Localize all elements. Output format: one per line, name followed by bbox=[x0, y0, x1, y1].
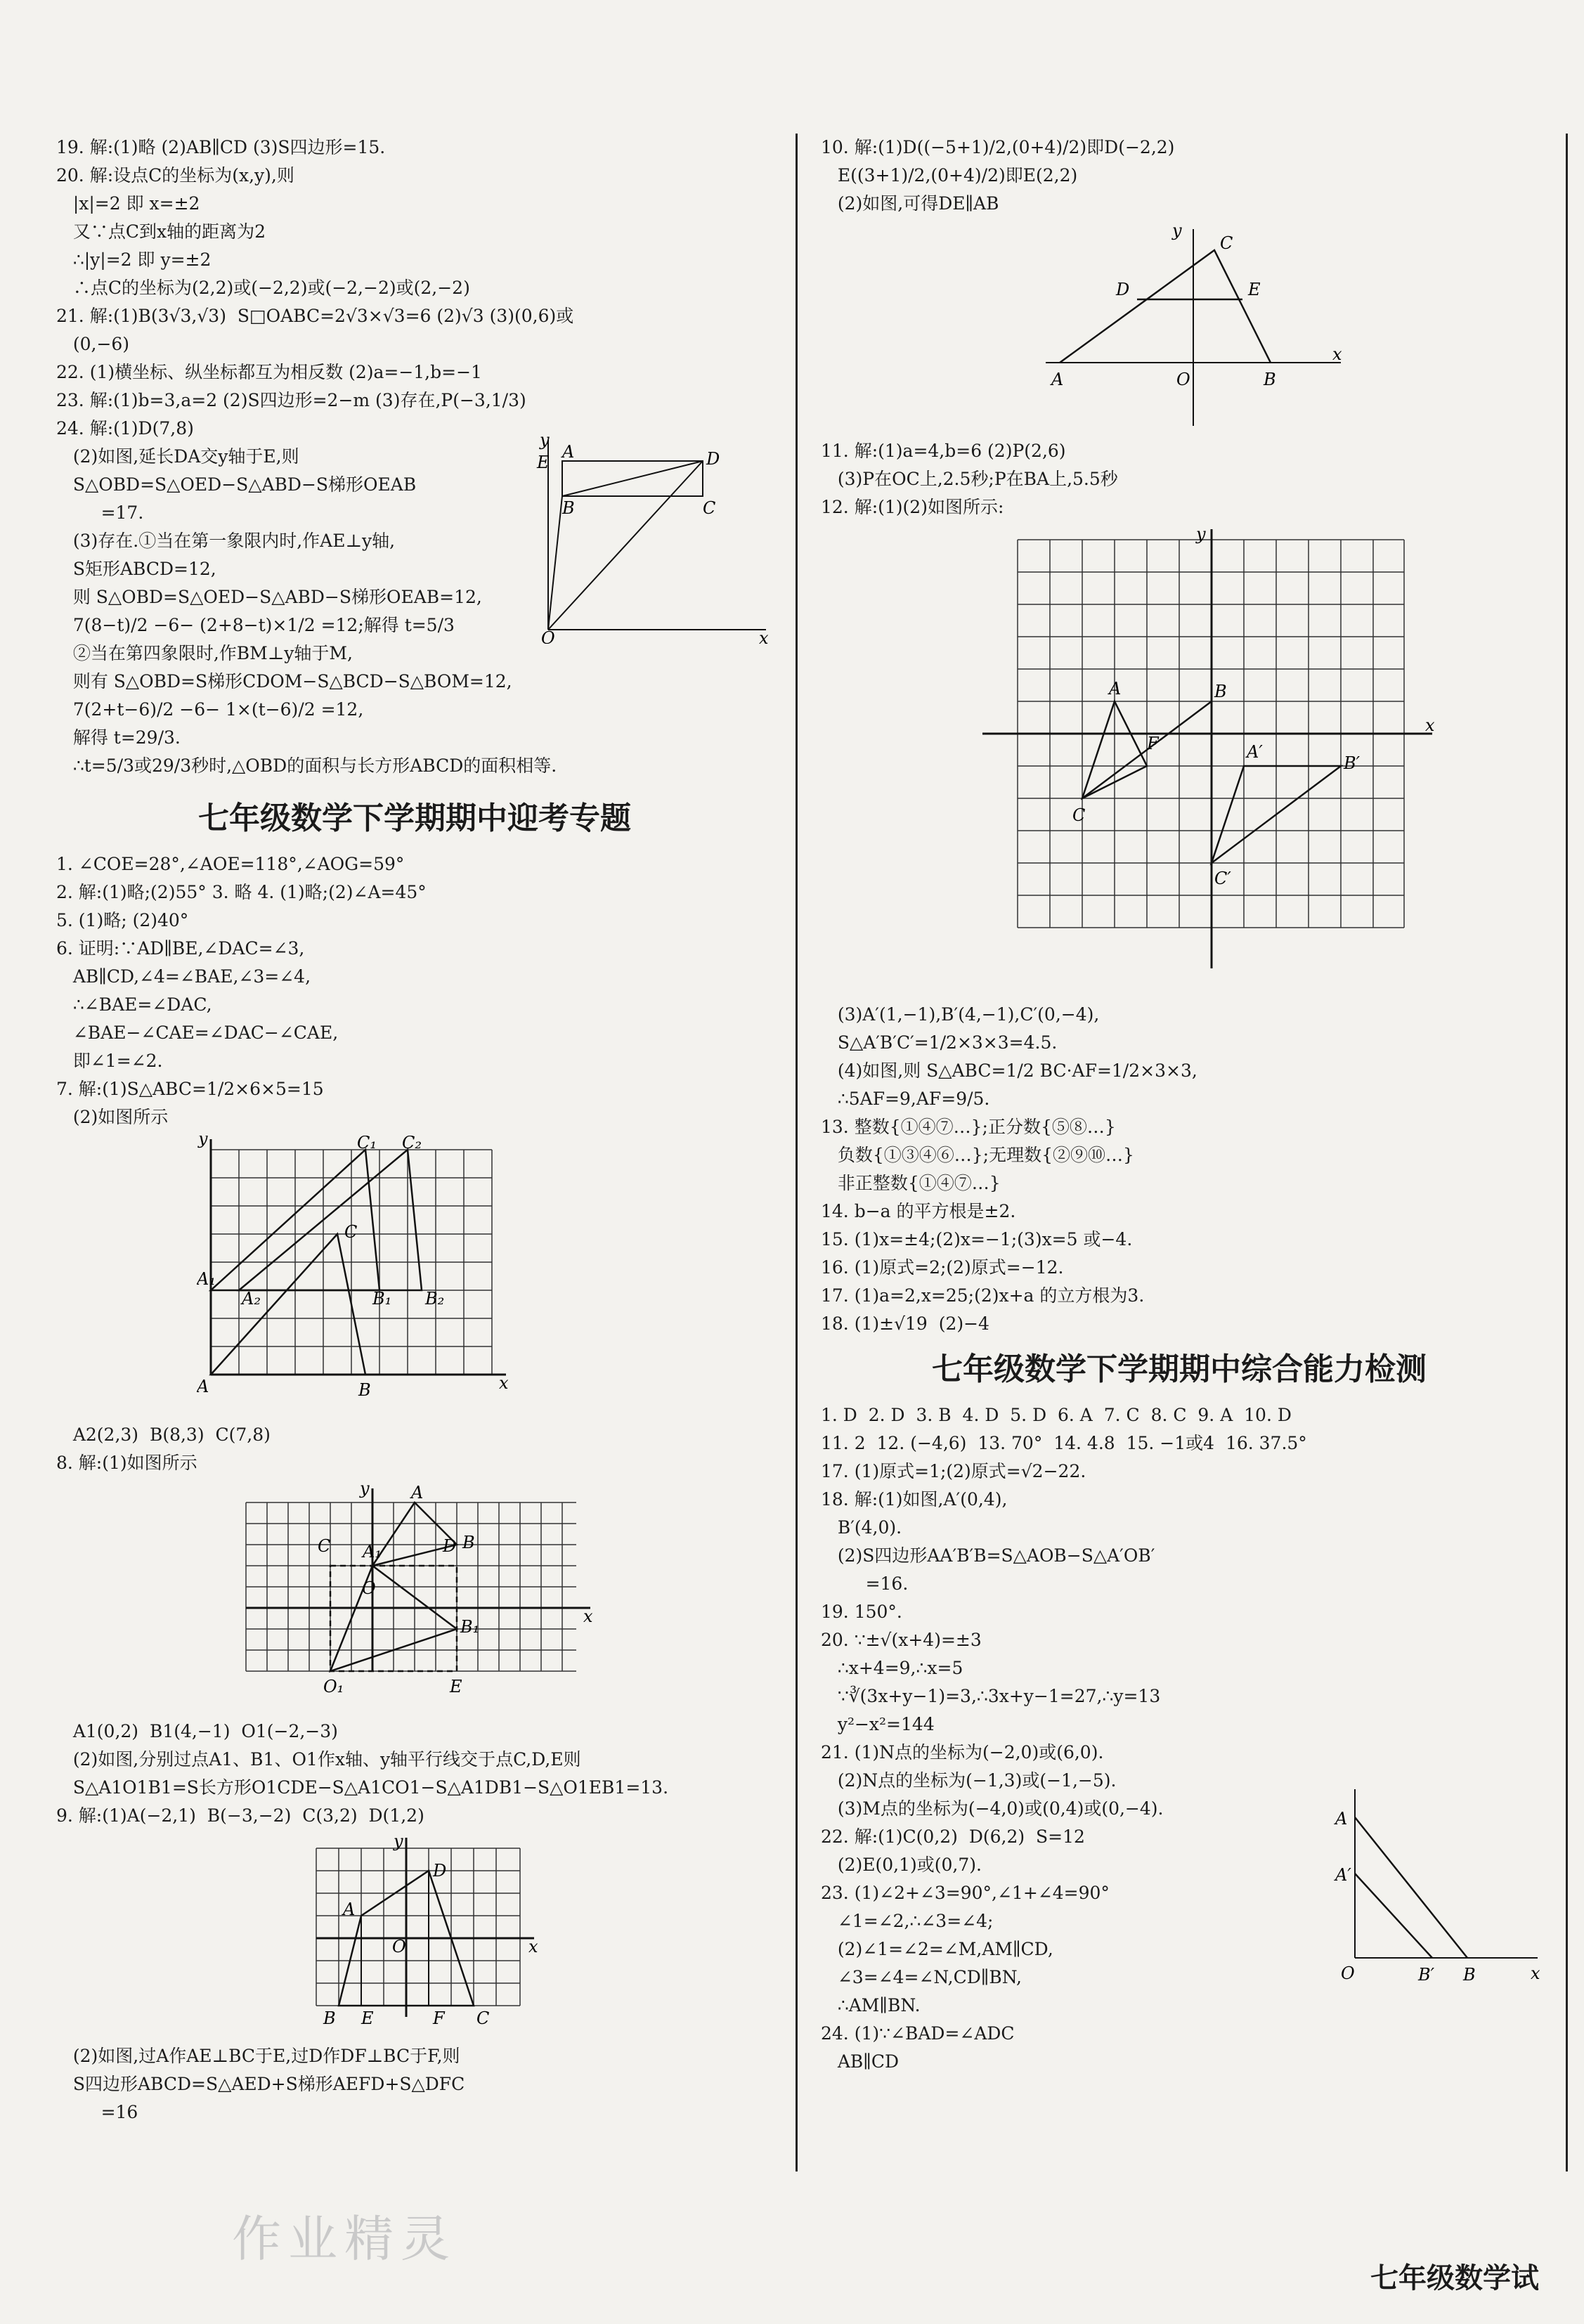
answer-line: (2)如图,分别过点A1、B1、O1作x轴、y轴平行线交于点C,D,E则 bbox=[56, 1749, 581, 1770]
answer-line: 24. 解:(1)D(7,8) bbox=[56, 418, 194, 439]
svg-text:C: C bbox=[476, 2008, 490, 2028]
answer-line: 1. D 2. D 3. B 4. D 5. D 6. A 7. C 8. C 9. A 10. D bbox=[821, 1405, 1292, 1425]
svg-text:y: y bbox=[540, 433, 550, 450]
svg-text:B₂: B₂ bbox=[425, 1289, 445, 1309]
answer-line: 11. 2 12. (−4,6) 13. 70° 14. 4.8 15. −1或4 16. 37.5° bbox=[821, 1433, 1307, 1453]
svg-text:y: y bbox=[394, 1834, 403, 1851]
answer-line: S△A′B′C′=1/2×3×3=4.5. bbox=[821, 1032, 1058, 1053]
answer-line: (2)如图,可得DE∥AB bbox=[821, 193, 999, 214]
svg-text:B′: B′ bbox=[1344, 753, 1361, 773]
answer-line: 24. (1)∵∠BAD=∠ADC bbox=[821, 2023, 1015, 2044]
answer-line: (3)P在OC上,2.5秒;P在BA上,5.5秒 bbox=[821, 469, 1118, 489]
svg-text:A₂: A₂ bbox=[242, 1289, 261, 1309]
answer-line: |x|=2 即 x=±2 bbox=[56, 193, 200, 214]
answer-line: =17. bbox=[56, 502, 144, 523]
answer-line: 16. (1)原式=2;(2)原式=−12. bbox=[821, 1257, 1064, 1278]
answer-line: (3)存在.①当在第一象限内时,作AE⊥y轴, bbox=[56, 531, 396, 551]
answer-line: (0,−6) bbox=[56, 334, 130, 354]
page-footer-label: 七年级数学试 bbox=[1370, 2262, 1539, 2294]
answer-line: ∴5AF=9,AF=9/5. bbox=[821, 1089, 990, 1109]
svg-text:D: D bbox=[433, 1861, 447, 1881]
svg-text:B: B bbox=[1264, 370, 1276, 389]
section-heading-midterm-test: 七年级数学下学期期中综合能力检测 bbox=[932, 1351, 1427, 1387]
figure-q10 bbox=[1032, 222, 1355, 433]
svg-text:B: B bbox=[1214, 682, 1227, 701]
answer-line: 5. (1)略; (2)40° bbox=[56, 910, 189, 930]
svg-text:x: x bbox=[583, 1606, 593, 1626]
answer-line: =16 bbox=[56, 2102, 138, 2122]
answer-line: 2. 解:(1)略;(2)55° 3. 略 4. (1)略;(2)∠A=45° bbox=[56, 882, 427, 902]
svg-text:A₁: A₁ bbox=[197, 1269, 216, 1289]
answer-line: 18. 解:(1)如图,A′(0,4), bbox=[821, 1489, 1008, 1510]
answer-line: 1. ∠COE=28°,∠AOE=118°,∠AOG=59° bbox=[56, 854, 405, 874]
figure-q9-grid bbox=[309, 1834, 576, 2038]
prep-answers-10 bbox=[821, 134, 1538, 218]
answer-line: 22. (1)横坐标、纵坐标都互为相反数 (2)a=−1,b=−1 bbox=[56, 362, 482, 382]
answer-line: (2)N点的坐标为(−1,3)或(−1,−5). bbox=[821, 1770, 1117, 1791]
svg-text:E: E bbox=[537, 453, 550, 472]
answer-line: S矩形ABCD=12, bbox=[56, 559, 216, 579]
svg-text:A: A bbox=[197, 1377, 209, 1396]
answer-line: ∴∠BAE=∠DAC, bbox=[56, 994, 212, 1015]
svg-text:O: O bbox=[1341, 1963, 1355, 1983]
svg-text:D: D bbox=[443, 1536, 457, 1556]
answer-line: (2)如图,延长DA交y轴于E,则 bbox=[56, 446, 299, 467]
answer-line: 21. (1)N点的坐标为(−2,0)或(6,0). bbox=[821, 1742, 1104, 1763]
svg-text:A₁: A₁ bbox=[363, 1542, 382, 1562]
answer-line: A1(0,2) B1(4,−1) O1(−2,−3) bbox=[56, 1721, 338, 1741]
svg-text:y: y bbox=[1196, 526, 1206, 544]
answer-line: 6. 证明:∵AD∥BE,∠DAC=∠3, bbox=[56, 938, 305, 959]
answer-line: AB∥CD,∠4=∠BAE,∠3=∠4, bbox=[56, 966, 311, 987]
svg-text:O: O bbox=[392, 1937, 406, 1956]
svg-text:D: D bbox=[1116, 280, 1130, 299]
answer-line: 9. 解:(1)A(−2,1) B(−3,−2) C(3,2) D(1,2) bbox=[56, 1805, 424, 1826]
svg-text:x: x bbox=[1531, 1963, 1540, 1983]
svg-text:D: D bbox=[706, 449, 720, 469]
answer-line: 19. 解:(1)略 (2)AB∥CD (3)S四边形=15. bbox=[56, 137, 386, 157]
answer-line: ∠BAE−∠CAE=∠DAC−∠CAE, bbox=[56, 1023, 339, 1043]
answer-line: 22. 解:(1)C(0,2) D(6,2) S=12 bbox=[821, 1826, 1085, 1847]
answer-line: 21. 解:(1)B(3√3,√3) S□OABC=2√3×√3=6 (2)√3 (3)(0,6)或 bbox=[56, 306, 574, 326]
right-edge-rule bbox=[1566, 134, 1568, 2172]
figure-q7-grid bbox=[197, 1136, 590, 1417]
svg-text:x: x bbox=[759, 628, 769, 644]
left-column bbox=[56, 134, 773, 2127]
answer-line: 19. 150°. bbox=[821, 1602, 902, 1622]
answer-line: (4)如图,则 S△ABC=1/2 BC·AF=1/2×3×3, bbox=[821, 1060, 1197, 1081]
answer-line: 7(8−t)/2 −6− (2+8−t)×1/2 =12;解得 t=5/3 bbox=[56, 615, 455, 635]
prep-answers-7-8 bbox=[56, 1421, 773, 1477]
prep-answers-12-18 bbox=[821, 1001, 1538, 1338]
answer-line: S△A1O1B1=S长方形O1CDE−S△A1CO1−S△A1DB1−S△O1EB1=13. bbox=[56, 1777, 669, 1798]
answer-line: E((3+1)/2,(0+4)/2)即E(2,2) bbox=[821, 165, 1078, 186]
answer-line: 7(2+t−6)/2 −6− 1×(t−6)/2 =12, bbox=[56, 699, 364, 720]
answer-line: 则有 S△OBD=S梯形CDOM−S△BCD−S△BOM=12, bbox=[56, 671, 512, 692]
svg-text:B: B bbox=[323, 2008, 336, 2028]
answer-line: 20. ∵±√(x+4)=±3 bbox=[821, 1630, 982, 1650]
answer-line: A2(2,3) B(8,3) C(7,8) bbox=[56, 1424, 271, 1445]
svg-text:x: x bbox=[1332, 344, 1342, 364]
figure-q24 bbox=[534, 433, 773, 644]
svg-text:B: B bbox=[1463, 1965, 1476, 1985]
answer-line: AB∥CD bbox=[821, 2051, 899, 2072]
answer-line: 10. 解:(1)D((−5+1)/2,(0+4)/2)即D(−2,2) bbox=[821, 137, 1175, 157]
svg-text:B: B bbox=[562, 498, 575, 518]
answer-line: 解得 t=29/3. bbox=[56, 727, 181, 748]
prep-answers-9-2 bbox=[56, 2042, 773, 2127]
answer-line: ∴x+4=9,∴x=5 bbox=[821, 1658, 963, 1678]
svg-text:C′: C′ bbox=[1214, 869, 1231, 888]
answer-line: (3)A′(1,−1),B′(4,−1),C′(0,−4), bbox=[821, 1004, 1100, 1025]
svg-text:x: x bbox=[499, 1373, 509, 1393]
svg-text:E: E bbox=[1248, 280, 1261, 299]
answer-line: 8. 解:(1)如图所示 bbox=[56, 1453, 197, 1473]
answer-line: =16. bbox=[821, 1573, 909, 1594]
svg-text:A: A bbox=[562, 442, 575, 462]
svg-text:B′: B′ bbox=[1418, 1965, 1435, 1985]
svg-text:C: C bbox=[318, 1536, 331, 1556]
answer-line: 23. 解:(1)b=3,a=2 (2)S四边形=2−m (3)存在,P(−3,1/3) bbox=[56, 390, 526, 410]
svg-text:C₁: C₁ bbox=[357, 1136, 377, 1153]
column-divider bbox=[796, 134, 798, 2172]
answer-line: 15. (1)x=±4;(2)x=−1;(3)x=5 或−4. bbox=[821, 1229, 1133, 1249]
section-heading-midterm-prep: 七年级数学下学期期中迎考专题 bbox=[198, 800, 631, 836]
svg-text:x: x bbox=[528, 1937, 538, 1956]
answer-line: 即∠1=∠2. bbox=[56, 1051, 163, 1071]
figure-q18-test bbox=[1334, 1782, 1545, 1993]
svg-text:y: y bbox=[1172, 222, 1182, 240]
svg-text:O: O bbox=[541, 628, 555, 644]
svg-text:B₁: B₁ bbox=[372, 1289, 392, 1309]
svg-text:A′: A′ bbox=[1335, 1865, 1351, 1885]
answer-line: ∴点C的坐标为(2,2)或(−2,2)或(−2,−2)或(2,−2) bbox=[56, 278, 470, 298]
svg-text:C₂: C₂ bbox=[402, 1136, 422, 1153]
answer-line: 17. (1)原式=1;(2)原式=√2−22. bbox=[821, 1461, 1086, 1481]
figure-q12-grid bbox=[975, 526, 1453, 997]
answer-line: ∴AM∥BN. bbox=[821, 1995, 921, 2015]
svg-text:y: y bbox=[198, 1136, 208, 1148]
svg-text:F: F bbox=[1147, 734, 1159, 753]
watermark-text: 作业精灵 bbox=[232, 2210, 457, 2268]
svg-text:A: A bbox=[1051, 370, 1064, 389]
answer-line: 又∵点C到x轴的距离为2 bbox=[56, 221, 266, 242]
svg-text:x: x bbox=[1425, 715, 1435, 735]
svg-text:C: C bbox=[703, 498, 716, 518]
svg-text:C: C bbox=[344, 1222, 358, 1242]
svg-text:F: F bbox=[433, 2008, 445, 2028]
svg-text:C: C bbox=[1220, 233, 1233, 253]
answer-line: 非正整数{①④⑦…} bbox=[821, 1173, 1001, 1193]
prep-answers-8-9 bbox=[56, 1718, 773, 1830]
answer-line: 负数{①③④⑥…};无理数{②⑨⑩…} bbox=[821, 1145, 1134, 1165]
answer-line: S△OBD=S△OED−S△ABD−S梯形OEAB bbox=[56, 474, 417, 495]
svg-text:B₁: B₁ bbox=[460, 1617, 480, 1637]
answer-line: ∴|y|=2 即 y=±2 bbox=[56, 249, 212, 270]
svg-text:O: O bbox=[362, 1578, 376, 1598]
svg-text:A′: A′ bbox=[1247, 742, 1263, 762]
answer-line: ∠3=∠4=∠N,CD∥BN, bbox=[821, 1967, 1022, 1987]
answer-line: 23. (1)∠2+∠3=90°,∠1+∠4=90° bbox=[821, 1883, 1110, 1903]
svg-text:A: A bbox=[1335, 1809, 1348, 1829]
answer-line: (2)如图,过A作AE⊥BC于E,过D作DF⊥BC于F,则 bbox=[56, 2046, 460, 2066]
answer-line: y²−x²=144 bbox=[821, 1714, 935, 1734]
right-column bbox=[821, 134, 1538, 2076]
svg-text:B: B bbox=[358, 1380, 371, 1400]
svg-text:B: B bbox=[462, 1533, 475, 1552]
svg-text:A: A bbox=[1109, 679, 1122, 699]
answer-line: 11. 解:(1)a=4,b=6 (2)P(2,6) bbox=[821, 441, 1066, 461]
answer-line: 12. 解:(1)(2)如图所示: bbox=[821, 497, 1004, 517]
svg-text:A: A bbox=[411, 1483, 424, 1502]
svg-text:E: E bbox=[450, 1677, 462, 1696]
answer-line: ②当在第四象限时,作BM⊥y轴于M, bbox=[56, 643, 353, 663]
answer-line: 17. (1)a=2,x=25;(2)x+a 的立方根为3. bbox=[821, 1285, 1145, 1306]
svg-text:O₁: O₁ bbox=[323, 1677, 344, 1696]
answer-line: 18. (1)±√19 (2)−4 bbox=[821, 1313, 989, 1334]
answer-line: (2)S四边形AA′B′B=S△AOB−S△A′OB′ bbox=[821, 1545, 1155, 1566]
answer-line: 则 S△OBD=S△OED−S△ABD−S梯形OEAB=12, bbox=[56, 587, 482, 607]
svg-text:y: y bbox=[360, 1481, 370, 1498]
answer-line: (3)M点的坐标为(−4,0)或(0,4)或(0,−4). bbox=[821, 1798, 1164, 1819]
answer-line: 20. 解:设点C的坐标为(x,y),则 bbox=[56, 165, 294, 186]
figure-q8-grid bbox=[239, 1481, 632, 1713]
svg-text:O: O bbox=[1176, 370, 1190, 389]
answer-line: 14. b−a 的平方根是±2. bbox=[821, 1201, 1016, 1221]
answer-line: S四边形ABCD=S△AED+S梯形AEFD+S△DFC bbox=[56, 2074, 465, 2094]
answer-line: (2)如图所示 bbox=[56, 1107, 169, 1127]
svg-text:A: A bbox=[343, 1900, 356, 1919]
prep-answers-1-7 bbox=[56, 850, 773, 1131]
svg-text:E: E bbox=[361, 2008, 374, 2028]
answer-line: ∠1=∠2,∴∠3=∠4; bbox=[821, 1911, 994, 1931]
answer-line: (2)E(0,1)或(0,7). bbox=[821, 1855, 982, 1875]
prep-answers-11-12 bbox=[821, 437, 1538, 521]
answer-line: ∵∛(3x+y−1)=3,∴3x+y−1=27,∴y=13 bbox=[821, 1686, 1161, 1706]
svg-text:C: C bbox=[1072, 805, 1086, 825]
answer-line: ∴t=5/3或29/3秒时,△OBD的面积与长方形ABCD的面积相等. bbox=[56, 755, 557, 776]
answer-line: B′(4,0). bbox=[821, 1517, 902, 1538]
answer-line: 13. 整数{①④⑦…};正分数{⑤⑧…} bbox=[821, 1117, 1116, 1137]
answer-line: (2)∠1=∠2=∠M,AM∥CD, bbox=[821, 1939, 1053, 1959]
answer-line: 7. 解:(1)S△ABC=1/2×6×5=15 bbox=[56, 1079, 324, 1099]
